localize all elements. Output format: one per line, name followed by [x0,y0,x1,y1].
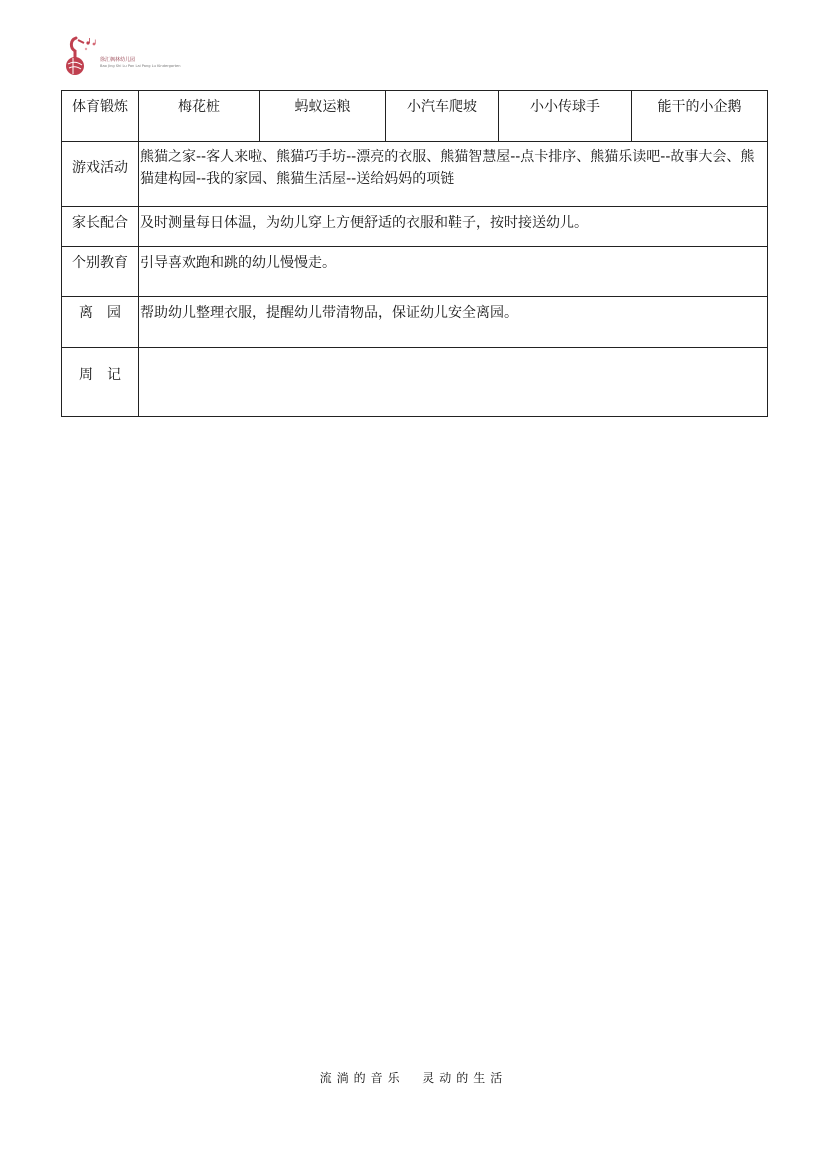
kindergarten-logo [64,34,181,78]
music-note-logo-icon [64,34,100,78]
sports-item: 能干的小企鹅 [632,91,768,142]
individual-content: 引导喜欢跑和跳的幼儿慢慢走。 [139,247,768,297]
row-label-leaving: 离 园 [62,297,139,348]
sports-item: 小汽车爬坡 [386,91,499,142]
row-label-sports: 体育锻炼 [62,91,139,142]
logo-text [100,57,180,69]
games-content: 熊猫之家--客人来啦、熊猫巧手坊--漂亮的衣服、熊猫智慧屋--点卡排序、熊猫乐读吧--故事大会、熊猫建构园--我的家园、熊猫生活屋--送给妈妈的项链 [139,142,768,207]
sports-item: 蚂蚁运粮 [260,91,386,142]
parents-content: 及时测量每日体温，为幼儿穿上方便舒适的衣服和鞋子，按时接送幼儿。 [139,207,768,247]
footer-slogan: 流淌的音乐 灵动的生活 [319,1071,508,1085]
sports-item: 梅花桩 [139,91,260,142]
table-row-sports [62,91,768,142]
table-row-weekly [62,348,768,417]
table-row-games [62,142,768,207]
table-row-leaving [62,297,768,348]
table-row-parents [62,207,768,247]
row-label-weekly: 周 记 [62,348,139,417]
logo-name: 徐汇枫林幼儿园 [100,57,136,63]
sports-item: 小小传球手 [499,91,632,142]
row-label-parents: 家长配合 [62,207,139,247]
row-label-individual: 个别教育 [62,247,139,297]
weekly-content [139,348,768,417]
row-label-games: 游戏活动 [62,142,139,207]
leaving-content: 帮助幼儿整理衣服，提醒幼儿带清物品，保证幼儿安全离园。 [139,297,768,348]
weekly-plan-table [61,90,768,417]
logo-subtext: Bao Jing Shi Lu Pan Lai Pang Lu Kindergarten [100,64,181,68]
table-row-individual [62,247,768,297]
